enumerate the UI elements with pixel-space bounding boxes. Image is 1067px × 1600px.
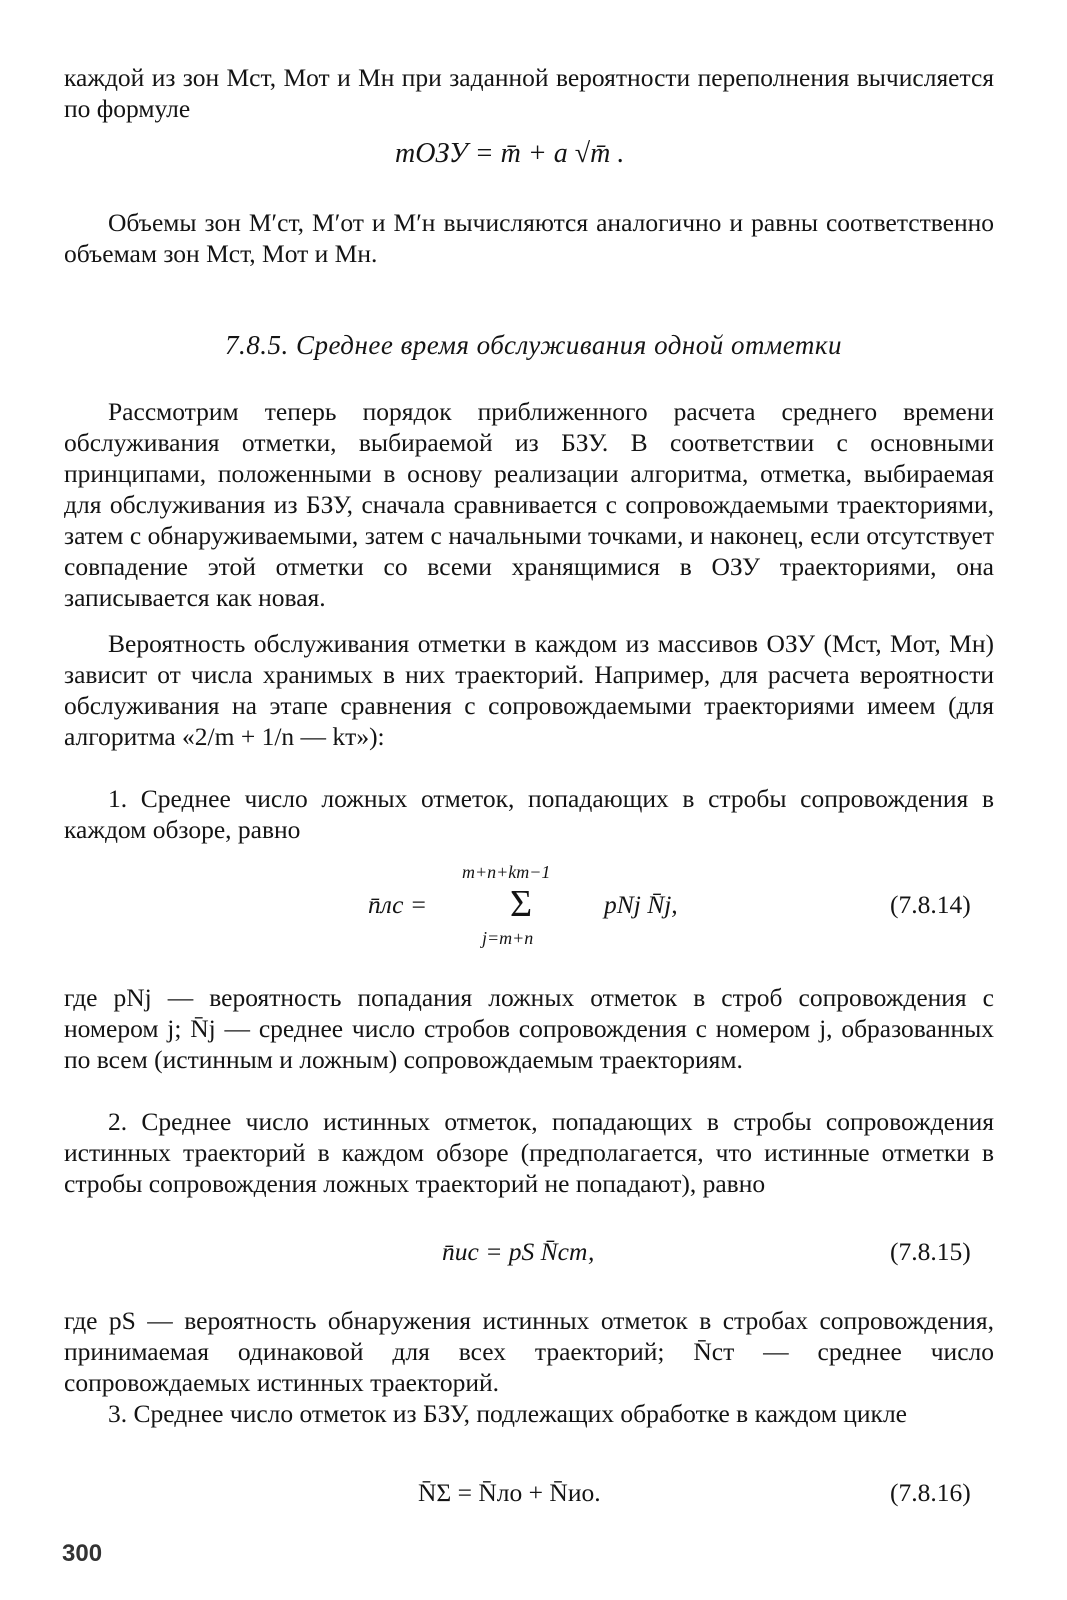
eq14-upper-limit: m+n+kт−1 [462,862,551,882]
eq16-formula: N̄Σ = N̄ло + N̄ио. [418,1478,601,1507]
eq14-rhs: pNj N̄j, [604,890,678,919]
page-number: 300 [62,1540,103,1567]
eq14-lhs: n̄лс = [368,890,428,919]
eq15-formula: n̄ис = pS N̄ст, [442,1237,595,1266]
eq14-lower-limit: j=m+n [482,928,534,948]
paragraph-intro: каждой из зон Mст, Mот и Mн при заданной вероятности переполнения вычисляется по формуле [64,63,994,123]
section-heading: 7.8.5. Среднее время обслуживания одной отметки [224,330,842,360]
eq14-sum-sign: Σ [510,883,533,925]
paragraph-volumes: Объемы зон M′ст, M′от и M′н вычисляются аналогично и равны соответственно объемам зон Mст, Mот и Mн. [64,208,994,268]
list-item-2: 2. Среднее число истинных отметок, попадающих в стробы сопровождения истинных траекторий в каждом обзоре (предполагается, что истинные отметки в стробы сопровождения ложных траекторий не попадают), равно [64,1107,994,1198]
eq14-number: (7.8.14) [890,890,971,919]
list-item-3: 3. Среднее число отметок из БЗУ, подлежащих обработке в каждом цикле [108,1399,907,1428]
paragraph-consider: Рассмотрим теперь порядок приближенного расчета среднего времени обслуживания отметки, выбираемой из БЗУ. В соответствии с основными принципами, положенными в основу реализации алгоритма, отметка, выбираемая для обслуживания из БЗУ, сначала сравнивается с сопровождаемыми траекториями, затем с обнаруживаемыми, затем с начальными точками, и наконец, если отсутствует совпадение этой отметки со всеми хранящимися в ОЗУ траекториями, она записывается как новая. [64,397,994,612]
equation-ozu: mОЗУ = m̄ + a √m̄ . [395,138,625,169]
eq15-number: (7.8.15) [890,1237,971,1266]
paragraph-where-1: где pNj — вероятность попадания ложных отметок в строб сопровождения с номером j; N̄j — среднее число стробов сопровождения с номером j, образованных по всем (истинным и ложным) сопровождаемым траекториям. [64,983,994,1074]
list-item-1: 1. Среднее число ложных отметок, попадающих в стробы сопровождения в каждом обзоре, равно [64,784,994,844]
paragraph-where-2: где pS — вероятность обнаружения истинных отметок в стробах сопровождения, принимаемая одинаковой для всех траекторий; N̄ст — среднее число сопровождаемых истинных траекторий. [64,1306,994,1397]
eq16-number: (7.8.16) [890,1478,971,1507]
paragraph-probability: Вероятность обслуживания отметки в каждом из массивов ОЗУ (Mст, Mот, Mн) зависит от числа хранимых в них траекторий. Например, для расчета вероятности обслуживания на этапе сравнения с сопровождаемыми траекториями имеем (для алгоритма «2/m + 1/n — kт»): [64,629,994,751]
